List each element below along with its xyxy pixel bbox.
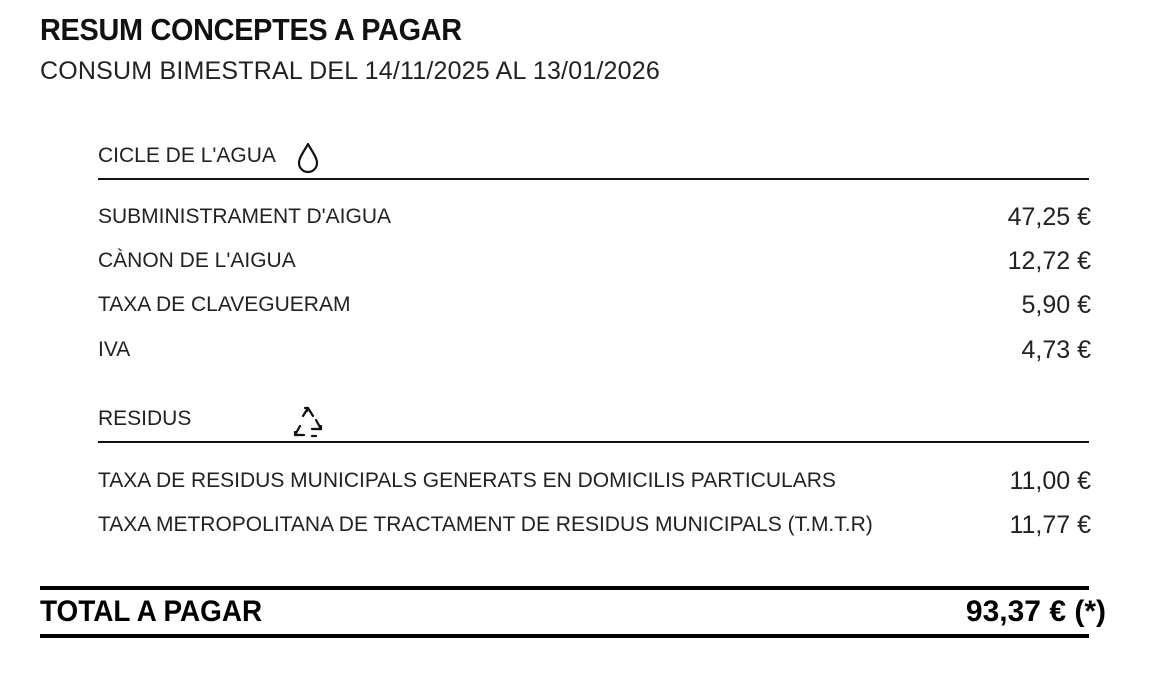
- section-divider-water: [98, 178, 1089, 180]
- waste-row-metropolitan: [98, 510, 1091, 540]
- total-row: [40, 592, 1106, 632]
- concept-amount: 4,73 €: [1021, 336, 1091, 364]
- concept-amount: 11,77 €: [1009, 511, 1091, 539]
- water-drop-icon: [296, 142, 320, 183]
- page-title: RESUM CONCEPTES A PAGAR: [40, 12, 462, 47]
- concept-amount: 11,00 €: [1009, 467, 1091, 495]
- concept-amount: 47,25 €: [1007, 203, 1091, 231]
- section-divider-waste: [98, 441, 1089, 443]
- concept-label: SUBMINISTRAMENT D'AIGUA: [98, 205, 391, 228]
- concept-label: IVA: [98, 338, 131, 361]
- water-row-canon: [98, 246, 1091, 276]
- total-label: TOTAL A PAGAR: [40, 595, 263, 628]
- section-title-water: CICLE DE L'AGUA: [98, 144, 276, 167]
- total-divider-top: [40, 586, 1089, 590]
- water-row-supply: [98, 202, 1091, 232]
- concept-label: TAXA METROPOLITANA DE TRACTAMENT DE RESIDUS MUNICIPALS (T.M.T.R): [98, 513, 873, 536]
- concept-label: TAXA DE RESIDUS MUNICIPALS GENERATS EN DOMICILIS PARTICULARS: [98, 469, 836, 492]
- total-divider-bottom: [40, 634, 1089, 638]
- billing-period: CONSUM BIMESTRAL DEL 14/11/2025 AL 13/01/2026: [40, 57, 660, 85]
- concept-amount: 5,90 €: [1021, 291, 1091, 319]
- total-amount: 93,37 € (*): [965, 595, 1106, 628]
- water-row-sewer: [98, 290, 1091, 320]
- concept-label: CÀNON DE L'AIGUA: [98, 249, 296, 272]
- concept-label: TAXA DE CLAVEGUERAM: [98, 293, 351, 316]
- section-waste: [98, 404, 191, 434]
- water-row-vat: [98, 335, 1091, 365]
- concept-amount: 12,72 €: [1007, 247, 1091, 275]
- waste-row-municipal: [98, 466, 1091, 496]
- section-water-cycle: [98, 141, 276, 171]
- section-title-waste: RESIDUS: [98, 407, 192, 430]
